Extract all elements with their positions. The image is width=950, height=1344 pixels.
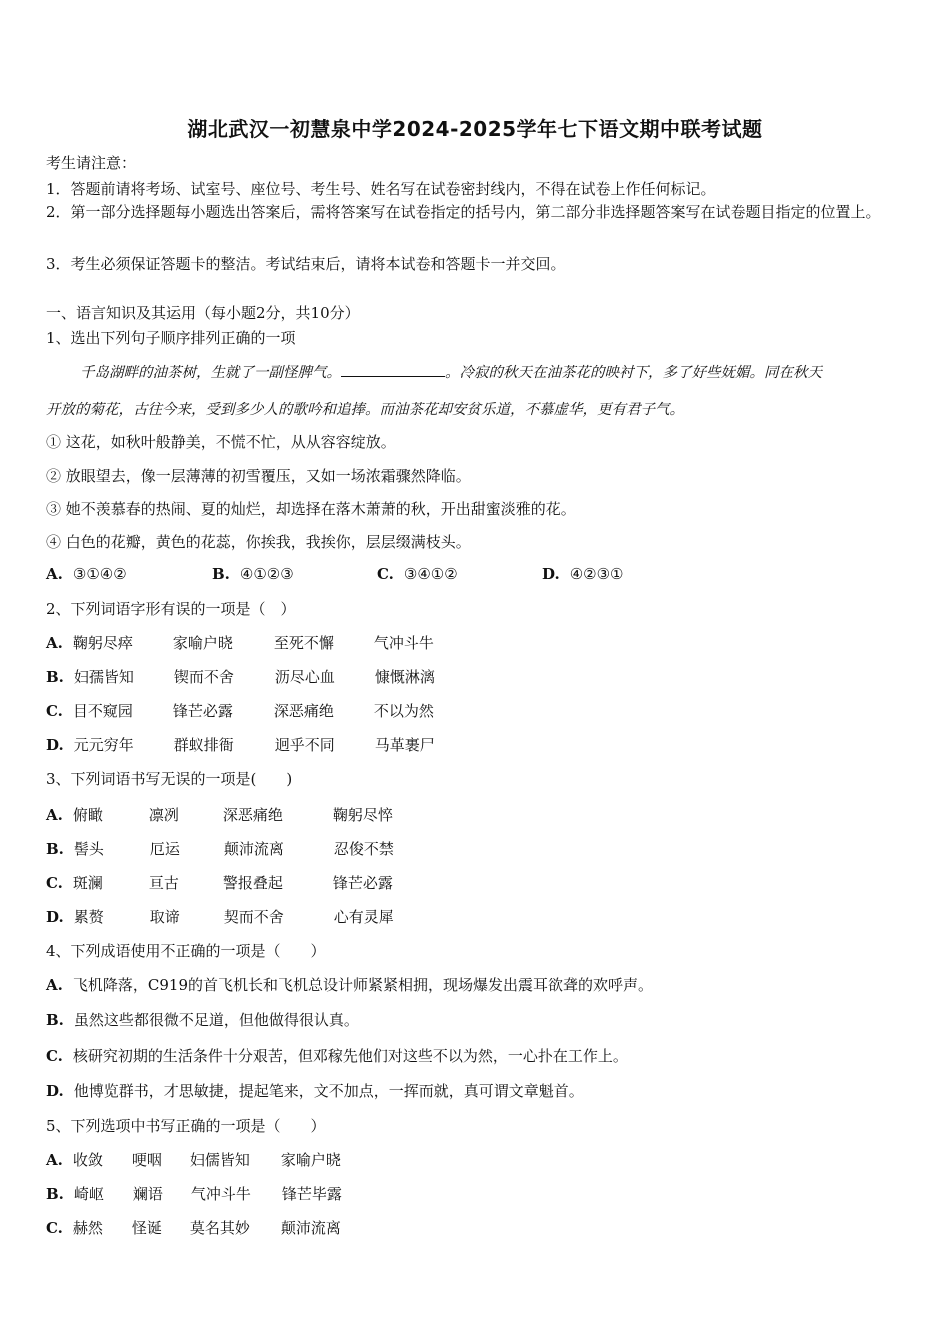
q1-sentence-4: ④ 白色的花瓣，黄色的花蕊，你挨我，我挨你，层层缀满枝头。 [46,533,471,551]
q4-option-c[interactable]: C. 核研究初期的生活条件十分艰苦，但邓稼先他们对这些不以为然，一心扑在工作上。 [46,1047,628,1065]
section-heading: 一、语言知识及其运用（每小题2分，共10分） [46,304,360,322]
q1-option-b[interactable]: B. ④①②③ [212,565,294,583]
q4-stem: 4、下列成语使用不正确的一项是（ ） [46,942,326,960]
q2-option-b[interactable]: B. 妇孺皆知 锲而不舍 沥尽心血 慷慨淋漓 [46,668,435,686]
q2-option-d[interactable]: D. 元元穷年 群蚁排衙 迥乎不同 马革裹尸 [46,736,435,754]
q4-option-d[interactable]: D. 他博览群书，才思敏捷，提起笔来，文不加点，一挥而就，真可谓文章魁首。 [46,1082,584,1100]
notice-heading: 考生请注意： [46,154,137,172]
q2-stem: 2、下列词语字形有误的一项是（ ） [46,600,296,618]
q2-option-a[interactable]: A. 鞠躬尽瘁 家喻户晓 至死不懈 气冲斗牛 [46,634,434,652]
page-title: 湖北武汉一初慧泉中学2024-2025学年七下语文期中联考试题 [187,117,763,141]
notice-item-3: 3．考生必须保证答题卡的整洁。考试结束后，请将本试卷和答题卡一并交回。 [46,255,566,273]
q3-option-b[interactable]: B. 髻头 厄运 颠沛流离 忍俊不禁 [46,840,394,858]
q4-option-b[interactable]: B. 虽然这些都很微不足道，但他做得很认真。 [46,1011,359,1029]
notice-item-2: 2．第一部分选择题每小题选出答案后，需将答案写在试卷指定的括号内，第二部分非选择题答案写在试卷题目指定的位置上。 [46,203,881,221]
q1-passage-line2: 开放的菊花，古往今来，受到多少人的歌吟和追捧。而油茶花却安贫乐道，不慕虚华，更有君子气。 [46,402,684,418]
q1-option-c[interactable]: C. ③④①② [377,565,458,583]
q1-passage-a: 千岛湖畔的油茶树，生就了一副怪脾气。 [80,365,341,381]
q1-passage-b: 。冷寂的秋天在油茶花的映衬下，多了好些妩媚。同在秋天 [445,365,822,381]
q5-stem: 5、下列选项中书写正确的一项是（ ） [46,1117,326,1135]
q1-sentence-1: ① 这花，如秋叶般静美，不慌不忙，从从容容绽放。 [46,433,396,451]
q1-blank [341,362,445,377]
q3-option-d[interactable]: D. 累赘 取谛 契而不舍 心有灵犀 [46,908,394,926]
q3-stem: 3、下列词语书写无误的一项是( ) [46,770,293,788]
q1-sentence-3: ③ 她不羡慕春的热闹、夏的灿烂，却选择在落木萧萧的秋，开出甜蜜淡雅的花。 [46,500,576,518]
q1-option-d[interactable]: D. ④②③① [542,565,624,583]
q4-option-a[interactable]: A. 飞机降落，C919的首飞机长和飞机总设计师紧紧相拥，现场爆发出震耳欲聋的欢呼声。 [46,976,653,994]
q1-option-a[interactable]: A. ③①④② [46,565,127,583]
q3-option-c[interactable]: C. 斑澜 亘古 警报叠起 锋芒必露 [46,874,393,892]
q5-option-c[interactable]: C. 赫然 怪诞 莫名其妙 颠沛流离 [46,1219,341,1237]
q5-option-b[interactable]: B. 崎岖 斓语 气冲斗牛 锋芒毕露 [46,1185,342,1203]
q2-option-c[interactable]: C. 目不窥园 锋芒必露 深恶痛绝 不以为然 [46,702,434,720]
q1-stem: 1、选出下列句子顺序排列正确的一项 [46,329,296,347]
q1-passage-line1 [80,361,822,382]
q1-sentence-2: ② 放眼望去，像一层薄薄的初雪覆压，又如一场浓霜骤然降临。 [46,467,471,485]
notice-item-1: 1．答题前请将考场、试室号、座位号、考生号、姓名写在试卷密封线内，不得在试卷上作任何标记。 [46,180,716,198]
q5-option-a[interactable]: A. 收敛 哽咽 妇儒皆知 家喻户晓 [46,1151,341,1169]
q3-option-a[interactable]: A. 俯瞰 凛冽 深恶痛绝 鞠躬尽悴 [46,806,393,824]
